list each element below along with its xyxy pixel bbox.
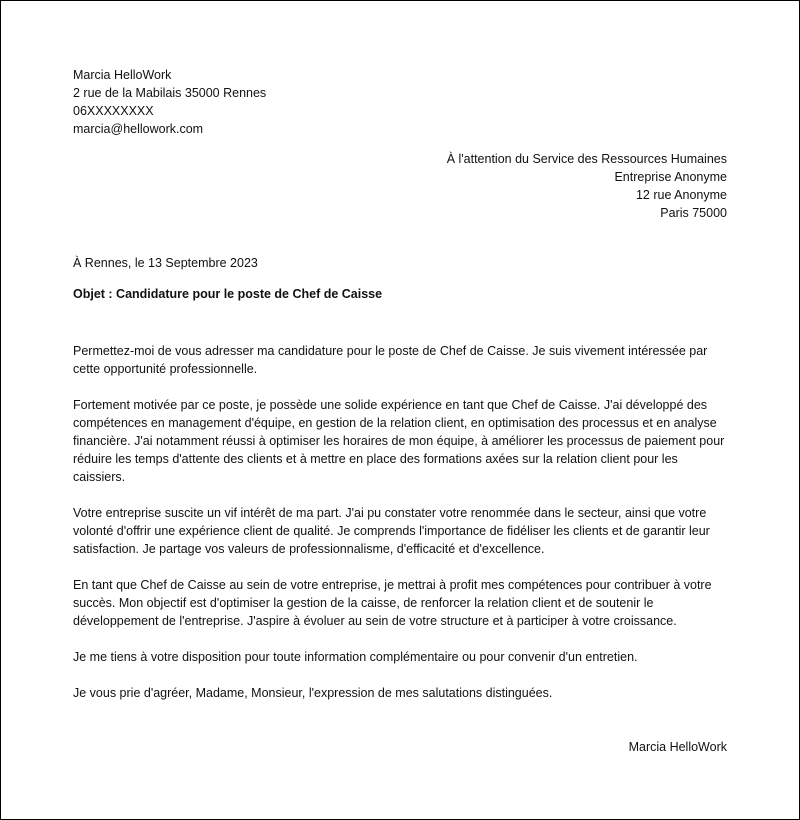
paragraph-experience: Fortement motivée par ce poste, je possède une solide expérience en tant que Chef de Caisse. J'ai développé des compétences en management d'équipe, en gestion de la relation client, en optimisation des processus et en analyse financière. J'ai notamment réussi à optimiser les horaires de mon équipe, à améliorer les processus de paiement pour réduire les temps d'attente des clients et à mettre en place des formations axées sur la relation client pour les caissiers. bbox=[73, 398, 725, 484]
recipient-block bbox=[447, 150, 727, 222]
paragraph-intro: Permettez-moi de vous adresser ma candidature pour le poste de Chef de Caisse. Je suis vivement intéressée par cette opportunité professionnelle. bbox=[73, 344, 708, 376]
paragraph-availability: Je me tiens à votre disposition pour toute information complémentaire ou pour convenir d'un entretien. bbox=[73, 650, 638, 664]
sender-phone: 06XXXXXXXX bbox=[73, 104, 154, 118]
sender-name: Marcia HelloWork bbox=[73, 68, 172, 82]
sender-address: 2 rue de la Mabilais 35000 Rennes bbox=[73, 86, 267, 100]
signature: Marcia HelloWork bbox=[628, 740, 727, 754]
recipient-company: Entreprise Anonyme bbox=[614, 170, 727, 184]
letter-body bbox=[73, 342, 729, 720]
subject-line: Objet : Candidature pour le poste de Chef de Caisse bbox=[73, 287, 383, 301]
paragraph-closing: Je vous prie d'agréer, Madame, Monsieur, l'expression de mes salutations distinguées. bbox=[73, 686, 553, 700]
paragraph-company: Votre entreprise suscite un vif intérêt de ma part. J'ai pu constater votre renommée dans le secteur, ainsi que votre volonté d'offrir une expérience client de qualité. Je comprends l'importance de fidéliser les clients et de garantir leur satisfaction. Je partage vos valeurs de professionnalisme, d'efficacité et d'excellence. bbox=[73, 506, 710, 556]
recipient-street: 12 rue Anonyme bbox=[635, 188, 727, 202]
paragraph-goals: En tant que Chef de Caisse au sein de votre entreprise, je mettrai à profit mes compétences pour contribuer à votre succès. Mon objectif est d'optimiser la gestion de la caisse, de renforcer la relation client et de soutenir le développement de l'entreprise. J'aspire à évoluer au sein de votre structure et à participer à votre croissance. bbox=[73, 578, 712, 628]
sender-block bbox=[73, 66, 266, 138]
recipient-city: Paris 75000 bbox=[660, 206, 727, 220]
sender-email: marcia@hellowork.com bbox=[73, 122, 204, 136]
date-line: À Rennes, le 13 Septembre 2023 bbox=[73, 256, 258, 270]
recipient-attention: À l'attention du Service des Ressources Humaines bbox=[446, 152, 727, 166]
